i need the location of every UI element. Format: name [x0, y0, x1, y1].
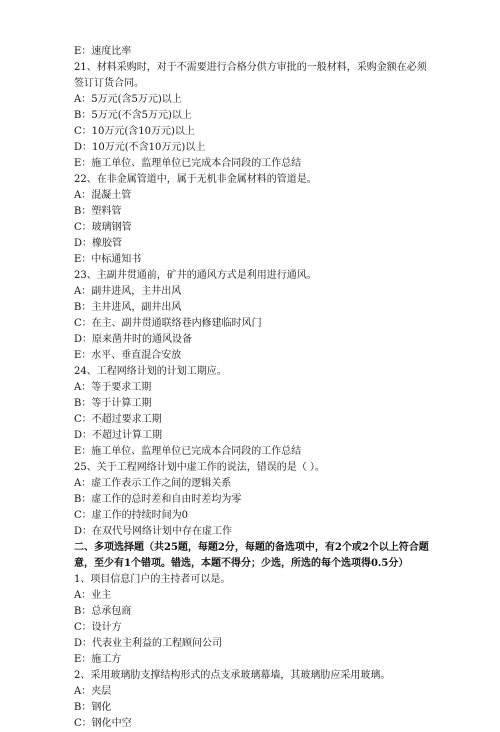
question-22: 22、在非金属管道中，属于无机非金属材料的管道是。: [74, 174, 317, 185]
option-line: E：中标通知书: [74, 254, 142, 265]
option-line: B：塑料管: [74, 206, 122, 217]
question-25: 25、关于工程网络计划中虚工作的说法，错误的是（ ）。: [74, 462, 325, 473]
option-line: C：设计方: [74, 622, 122, 633]
option-line: A：5万元(含5万元)以上: [74, 94, 182, 105]
option-line: D：橡胶管: [74, 238, 123, 249]
option-line: D：在双代号网络计划中存在虚工作: [74, 526, 233, 537]
option-line: B：虚工作的总时差和自由时差均为零: [74, 494, 242, 505]
option-line: C：在主、副井贯通联络巷内修建临时风门: [74, 318, 262, 329]
option-line: E：施工方: [74, 654, 122, 665]
option-line: A：副井进风，主井出风: [74, 286, 182, 297]
question-23: 23、主副井贯通前，矿井的通风方式是利用进行通风。: [74, 270, 317, 281]
section-heading-multiple-choice: 二、多项选择题（共25题，每题2分，每题的备选项中，有2个或2个以上符合题意，至少有1个错项。错选，本题不得分；少选，所选的每个选项得0.5分）: [74, 542, 429, 569]
option-line: D：原来凿井时的通风设备: [74, 334, 193, 345]
option-line: C：不超过要求工期: [74, 414, 162, 425]
option-line: E：水平、垂直混合安放: [74, 350, 182, 361]
option-line: B：主井进风，副井出风: [74, 302, 182, 313]
option-line: B：钢化: [74, 702, 112, 713]
option-line: D：代表业主利益的工程顾问公司: [74, 638, 223, 649]
option-line: E：速度比率: [74, 46, 132, 57]
option-line: D：10万元(不含10万元)以上: [74, 142, 206, 153]
option-line: B：等于计算工期: [74, 398, 152, 409]
option-line: C：钢化中空: [74, 718, 132, 729]
option-line: A：虚工作表示工作之间的逻辑关系: [74, 478, 232, 489]
question-24: 24、工程网络计划的计划工期应。: [74, 366, 227, 377]
option-line: E：施工单位、监理单位已完成本合同段的工作总结: [74, 446, 302, 457]
option-line: C：虚工作的持续时间为0: [74, 510, 189, 521]
option-line: A：混凝土管: [74, 190, 132, 201]
question-1: 1、项目信息门户的主持者可以是。: [74, 574, 231, 585]
option-line: C：玻璃钢管: [74, 222, 132, 233]
document-body: [74, 44, 434, 732]
option-line: B：总承包商: [74, 606, 132, 617]
question-21: 21、材料采购时，对于不需要进行合格分供方审批的一般材料，采购金额在必须签订订货合同。: [74, 62, 427, 89]
option-line: A：业主: [74, 590, 112, 601]
option-line: A：等于要求工期: [74, 382, 152, 393]
option-line: B：5万元(不含5万元)以上: [74, 110, 192, 121]
option-line: D：不超过计算工期: [74, 430, 163, 441]
option-line: E：施工单位、监理单位已完成本合同段的工作总结: [74, 158, 302, 169]
question-2: 2、采用玻璃肋支撑结构形式的点支承玻璃幕墙，其玻璃肋应采用玻璃。: [74, 670, 391, 681]
option-line: A：夹层: [74, 686, 112, 697]
option-line: C：10万元(含10万元)以上: [74, 126, 195, 137]
